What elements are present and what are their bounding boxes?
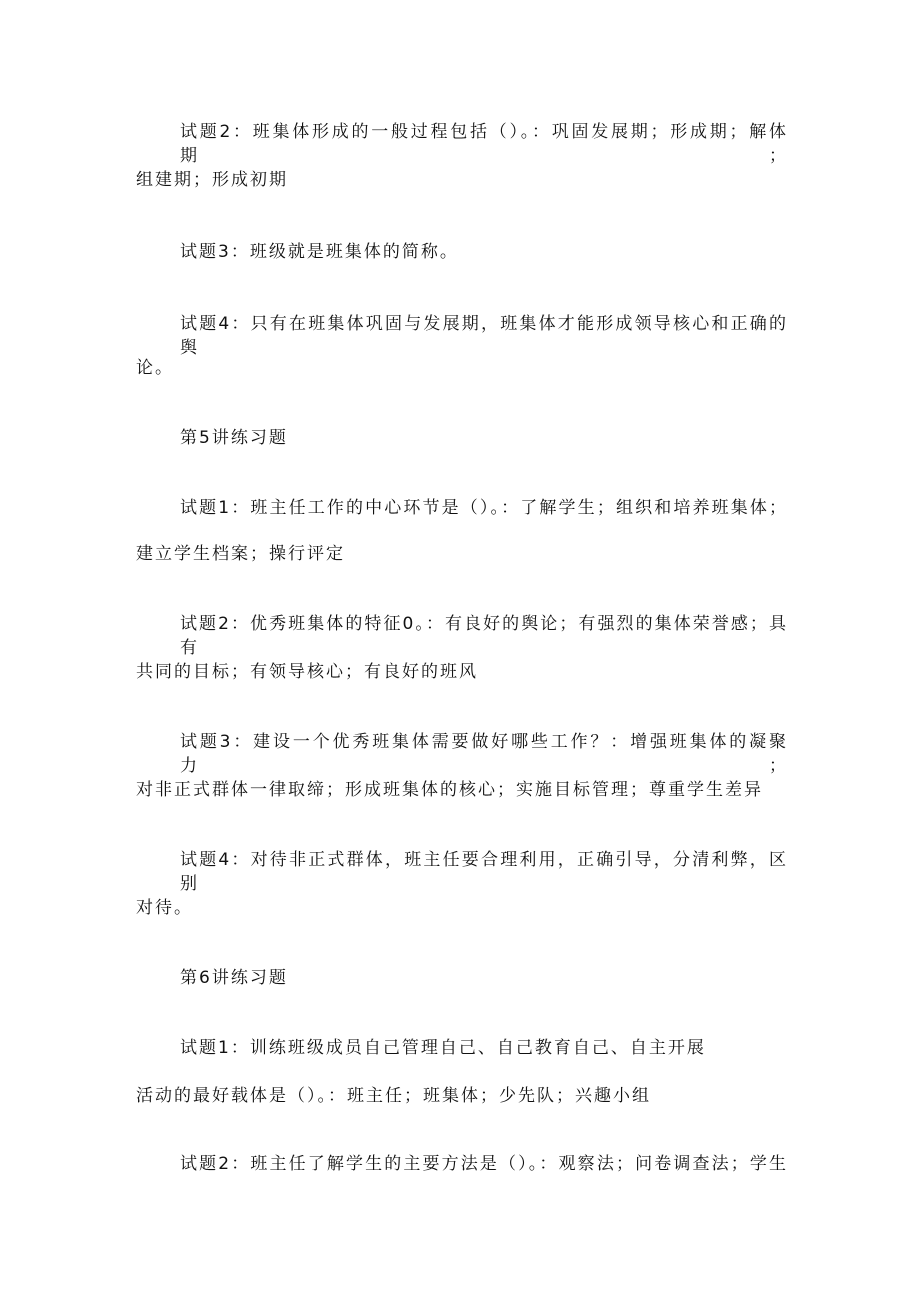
paragraph-line-l5-q1-start: 试题1：班主任工作的中心环节是（）。：了解学生；组织和培养班集体； xyxy=(180,498,788,518)
paragraph-line-l5-q3-end: 对非正式群体一律取缔；形成班集体的核心；实施目标管理；尊重学生差异 xyxy=(136,780,763,800)
paragraph-line-l5-q2-end: 共同的目标；有领导核心；有良好的班风 xyxy=(136,662,478,682)
paragraph-line-l5-q4-start: 试题4：对待非正式群体，班主任要合理利用，正确引导，分清利弊，区别 xyxy=(180,850,788,894)
paragraph-line-l5-q2-start: 试题2：优秀班集体的特征0。：有良好的舆论；有强烈的集体荣誉感；具有 xyxy=(180,614,788,658)
paragraph-line-l6-q1-start: 试题1：训练班级成员自己管理自己、自己教育自己、自主开展 xyxy=(180,1038,706,1058)
paragraph-line-l5-q3-start: 试题3：建设一个优秀班集体需要做好哪些工作？：增强班集体的凝聚力； xyxy=(180,732,788,776)
paragraph-line-q2-start: 试题2：班集体形成的一般过程包括（）。：巩固发展期；形成期；解体期； xyxy=(180,122,788,166)
paragraph-line-q4-start: 试题4：只有在班集体巩固与发展期，班集体才能形成领导核心和正确的舆 xyxy=(180,314,788,358)
paragraph-line-q4-end: 论。 xyxy=(136,358,174,378)
paragraph-line-l5-q1-end: 建立学生档案；操行评定 xyxy=(136,544,345,564)
paragraph-line-q3: 试题3：班级就是班集体的简称。 xyxy=(180,242,459,262)
paragraph-line-l6-q1-end: 活动的最好载体是（）。：班主任；班集体；少先队；兴趣小组 xyxy=(136,1086,651,1106)
paragraph-line-l5-q4-end: 对待。 xyxy=(136,898,193,918)
section-heading-lecture-6: 第6讲练习题 xyxy=(180,968,288,988)
paragraph-line-q2-end: 组建期；形成初期 xyxy=(136,170,288,190)
paragraph-line-l6-q2-start: 试题2：班主任了解学生的主要方法是（）。：观察法；问卷调查法；学生 xyxy=(180,1154,788,1174)
section-heading-lecture-5: 第5讲练习题 xyxy=(180,428,288,448)
